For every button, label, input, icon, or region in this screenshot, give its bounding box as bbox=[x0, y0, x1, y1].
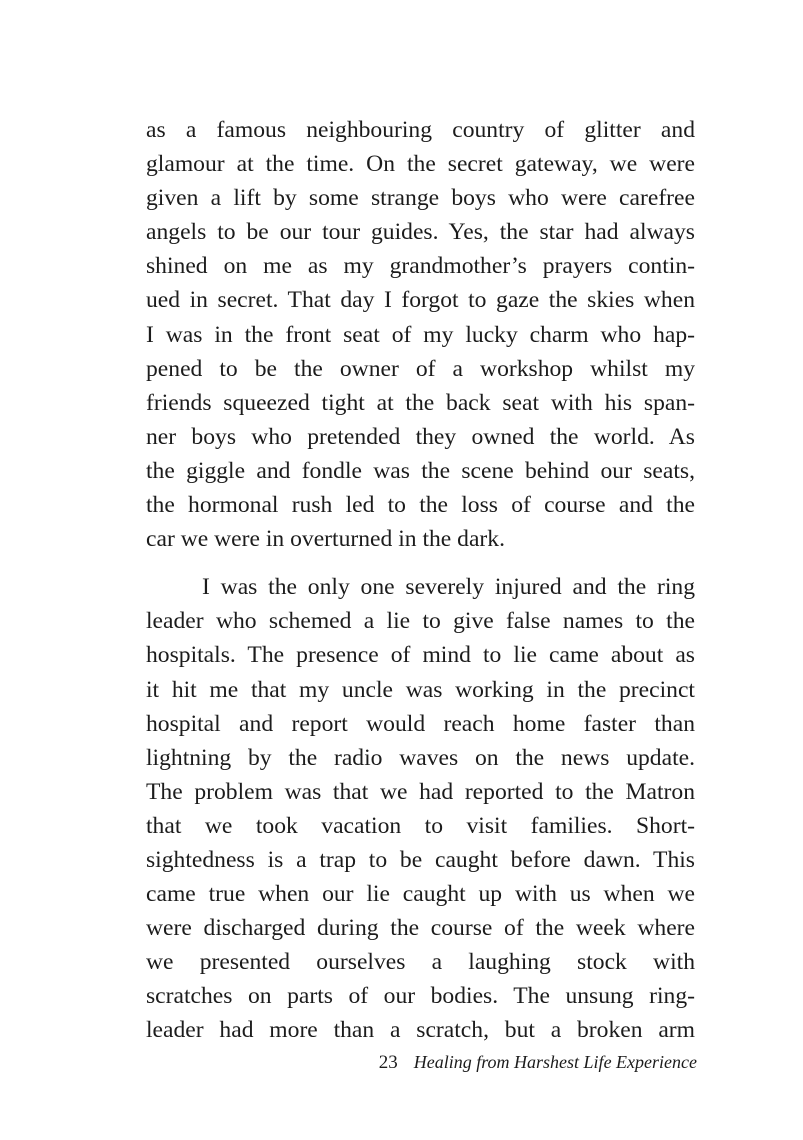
text-line: ner boys who pretended they owned the world. As bbox=[146, 423, 695, 450]
text-line: ued in secret. That day I forgot to gaze the skies when bbox=[146, 287, 695, 314]
text-line: I was the only one severely injured and the ring bbox=[202, 574, 695, 601]
text-line: leader who schemed a lie to give false names to the bbox=[146, 608, 695, 635]
text-line: scratches on parts of our bodies. The unsung ring- bbox=[146, 983, 695, 1010]
page-footer bbox=[379, 1052, 697, 1074]
text-line: as a famous neighbouring country of glitter and bbox=[146, 117, 695, 143]
page-number: 23 bbox=[378, 1052, 398, 1073]
running-title: Healing from Harshest Life Experience bbox=[413, 1052, 697, 1072]
text-line: shined on me as my grandmother’s prayers contin- bbox=[146, 253, 695, 280]
text-line: glamour at the time. On the secret gateway, we were bbox=[146, 151, 695, 178]
text-line: leader had more than a scratch, but a broken arm bbox=[146, 1017, 695, 1044]
text-line: hospitals. The presence of mind to lie came about as bbox=[146, 642, 695, 669]
text-line: were discharged during the course of the week where bbox=[146, 915, 695, 942]
text-line: we presented ourselves a laughing stock with bbox=[146, 949, 695, 976]
body-text bbox=[146, 113, 695, 1048]
text-line: it hit me that my uncle was working in the precinct bbox=[146, 676, 695, 703]
text-line: the hormonal rush led to the loss of course and the bbox=[146, 492, 695, 519]
text-line: pened to be the owner of a workshop whilst my bbox=[146, 355, 695, 382]
text-line: came true when our lie caught up with us when we bbox=[146, 881, 695, 908]
paragraph-2 bbox=[146, 570, 695, 1047]
text-line: The problem was that we had reported to the Matron bbox=[146, 778, 695, 805]
text-line: lightning by the radio waves on the news update. bbox=[146, 744, 695, 771]
paragraph-1 bbox=[146, 113, 695, 556]
text-line: friends squeezed tight at the back seat with his span- bbox=[146, 389, 695, 416]
text-line: sightedness is a trap to be caught before dawn. This bbox=[146, 846, 695, 873]
text-line: angels to be our tour guides. Yes, the star had always bbox=[146, 219, 695, 246]
text-line: the giggle and fondle was the scene behind our seats, bbox=[146, 457, 695, 484]
text-line: given a lift by some strange boys who were carefree bbox=[146, 185, 695, 212]
text-line: car we were in overturned in the dark. bbox=[146, 526, 505, 553]
text-line: that we took vacation to visit families. Short- bbox=[146, 812, 695, 839]
text-line: I was in the front seat of my lucky charm who hap- bbox=[146, 321, 695, 348]
text-line: hospital and report would reach home faster than bbox=[146, 710, 695, 737]
